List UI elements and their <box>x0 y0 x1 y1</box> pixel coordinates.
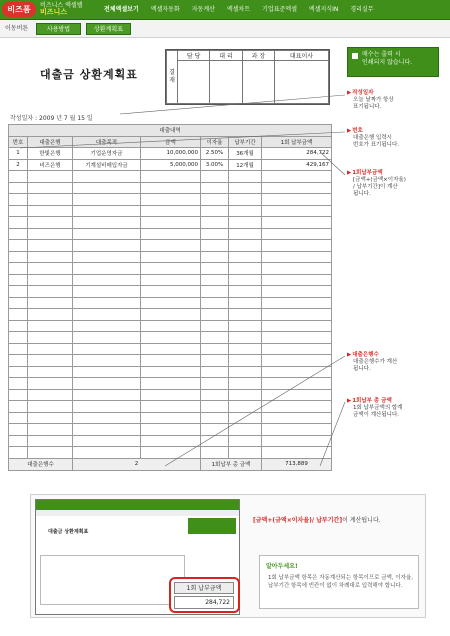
callout-date-body: 오늘 날짜가 항상 표기됩니다. <box>353 97 394 110</box>
bizform-logo[interactable]: 비즈폼 <box>2 2 36 17</box>
bank-count-value: 2 <box>73 458 201 470</box>
mini-note <box>188 518 236 534</box>
callout-number-title: ▶ 번호 <box>347 128 399 135</box>
nav-item-automation[interactable]: 엑셀자동화 <box>150 6 180 13</box>
tip-title: 알아두세요! <box>266 563 298 570</box>
zoom-header: 1회 납부금액 <box>174 582 234 594</box>
callout-date-title: ▶ 작성일자 <box>347 90 394 97</box>
column-header: 이자율 <box>201 136 229 148</box>
plan-button[interactable]: 상환계획표 <box>86 23 131 35</box>
move-button-label: 이동버튼 <box>5 25 29 32</box>
cell-no[interactable]: 2 <box>9 159 28 171</box>
tip-box <box>259 555 419 609</box>
formula-highlight: [금액+(금액×이자율)/ 납부기간] <box>253 517 343 524</box>
nav-item-auto-calc[interactable]: 자동계산 <box>191 6 215 13</box>
column-header: 납부기간 <box>229 136 262 148</box>
cell-bank[interactable]: 비즈은행 <box>28 159 73 171</box>
print-note-text: 매수는 출력 시 인쇄되지 않습니다. <box>362 51 413 66</box>
section-title: 대출내역 <box>9 125 332 137</box>
column-header: 대출은행 <box>28 136 73 148</box>
column-header: 대출목적 <box>73 136 141 148</box>
approval-header-ceo: 대표이사 <box>275 51 329 61</box>
tip-body: 1회 납부금액 항목은 자동계산되는 항목이므로 금액, 이자율, 납부기간 항목에 빈칸이 없이 차례대로 입력해야 합니다. <box>268 575 413 589</box>
approval-header-staff: 담 당 <box>178 51 210 61</box>
nav-item-knowledge[interactable]: 엑셀지식IN <box>308 6 339 13</box>
brand-name: 비즈니스 <box>40 8 68 16</box>
callout-total-title: ▶ 1회납부 총 금액 <box>347 398 403 405</box>
date-value[interactable]: 2009 년 7 월 15 일 <box>39 115 93 122</box>
callout-total-body: 1회 납부금액의 합계 금액이 계산됩니다. <box>353 405 403 418</box>
approval-header-deputy: 대 리 <box>210 51 242 61</box>
cell-rate[interactable]: 3.00% <box>201 159 229 171</box>
leader-line-number <box>20 132 345 148</box>
leader-line-bank-count <box>165 356 345 466</box>
guide-panel <box>30 494 426 618</box>
callout-number-body: 대출은행 입력시 번호가 표기됩니다. <box>353 135 400 148</box>
bank-count-label: 대출은행수 <box>9 458 73 470</box>
nav-item-chart[interactable]: 엑셀차트 <box>226 6 251 13</box>
nav-item-standard[interactable]: 기업표준엑셀 <box>262 6 297 13</box>
formula-callout <box>253 515 381 524</box>
page-title: 대출금 상환계획표 <box>40 68 138 81</box>
cell-bank[interactable]: 한빛은행 <box>28 148 73 160</box>
zoom-callout <box>169 577 240 613</box>
total-payment-value: 713,889 <box>262 458 332 470</box>
column-header: 1회 납부금액 <box>262 136 332 148</box>
formula-rest: 이 계산됩니다. <box>342 517 381 524</box>
mini-topbar <box>36 500 239 510</box>
callout-payment-title: ▶ 1회납부금액 <box>347 170 406 177</box>
nav-item-accounting[interactable]: 경리실무 <box>350 6 374 13</box>
mini-table <box>40 555 185 605</box>
column-header: 번호 <box>9 136 28 148</box>
cell-payment[interactable]: 284,722 <box>262 148 332 160</box>
mini-subbar <box>36 510 239 516</box>
approval-side-label: 결재 <box>167 51 178 104</box>
date-label: 작성일자 : <box>10 115 38 122</box>
cell-purpose[interactable]: 기업운영자금 <box>73 148 141 160</box>
cell-rate[interactable]: 2.50% <box>201 148 229 160</box>
callout-payment-body: [금액+(금액×이자율) / 납부기간]이 계산 됩니다. <box>353 177 406 197</box>
mini-title: 대출금 상환계획표 <box>48 529 89 535</box>
callout-bank-count-body: 대출은행수가 계산 됩니다. <box>353 359 398 372</box>
cell-payment[interactable]: 429,167 <box>262 159 332 171</box>
zoom-value: 284,722 <box>174 596 234 609</box>
column-header: 금액 <box>141 136 201 148</box>
approval-header-manager: 과 장 <box>242 51 274 61</box>
callout-bank-count-title: ▶ 대출은행수 <box>347 352 397 359</box>
brand-top-text: 비즈니스 엑셀웹 <box>40 2 83 9</box>
leader-line-payment <box>320 152 345 175</box>
cell-period[interactable]: 12개월 <box>229 159 262 171</box>
cell-period[interactable]: 36개월 <box>229 148 262 160</box>
cell-amount[interactable]: 5,000,000 <box>141 159 201 171</box>
nav-item-all-excel[interactable]: 전체엑셀보기 <box>104 6 139 13</box>
leader-line-date <box>120 95 345 114</box>
cell-amount[interactable]: 10,000,000 <box>141 148 201 160</box>
cell-purpose[interactable]: 기계설비매입자금 <box>73 159 141 171</box>
leader-line-total <box>320 402 345 466</box>
total-payment-label: 1회납부 총 금액 <box>201 458 262 470</box>
usage-button[interactable]: 사용방법 <box>36 23 81 35</box>
cell-no[interactable]: 1 <box>9 148 28 160</box>
